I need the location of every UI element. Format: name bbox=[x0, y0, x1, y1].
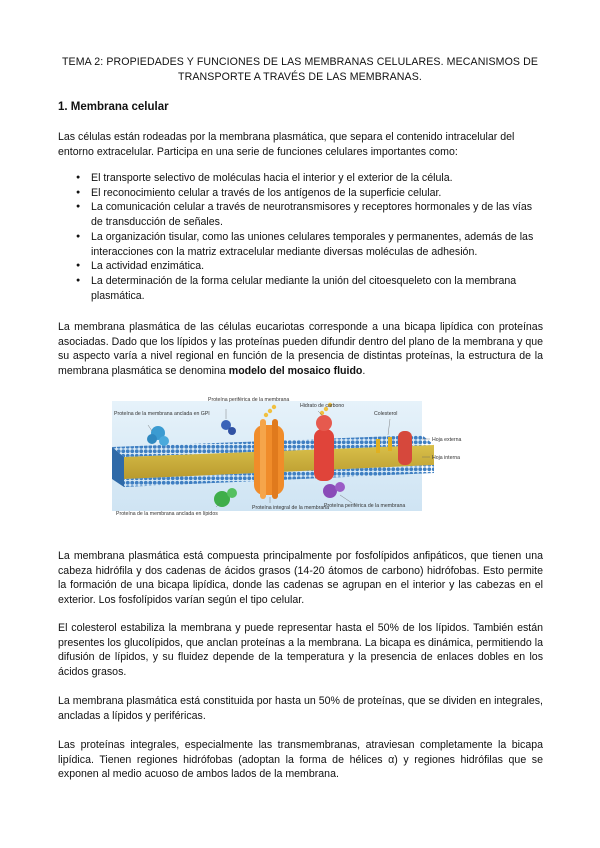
section-heading: 1. Membrana celular bbox=[58, 101, 169, 113]
list-item: ● El reconocimiento celular a través de los antígenos de la superficie celular. bbox=[58, 186, 543, 201]
functions-list bbox=[58, 171, 543, 303]
right-protein bbox=[398, 431, 412, 465]
integral-protein bbox=[254, 419, 284, 499]
fluid-mosaic-term: modelo del mosaico fluido bbox=[228, 365, 363, 378]
fluid-mosaic-paragraph bbox=[58, 320, 543, 379]
label-carbohydrate: Hidrato de carbono bbox=[300, 403, 345, 409]
fluid-mosaic-period: . bbox=[362, 365, 366, 378]
intro-paragraph: Las células están rodeadas por la membrana plasmática, que separa el contenido intracelular del entorno extracelular. Participa en una serie de funciones celulares importantes como: bbox=[58, 131, 515, 158]
integral-proteins-paragraph: Las proteínas integrales, especialmente las transmembranas, atraviesan completamente la bicapa lipídica. Tienen regiones hidrófobas (adoptan la forma de hélices α) y regiones hidrófilas que se exponen al medio acuoso de ambos lados de la membrana. bbox=[58, 739, 543, 781]
label-inner-leaflet: Hoja interna bbox=[432, 455, 460, 461]
label-integral-protein: Proteína integral de la membrana bbox=[252, 505, 329, 511]
label-cholesterol: Colesterol bbox=[374, 411, 398, 417]
list-item: ● La actividad enzimática. bbox=[58, 259, 543, 274]
proteins-paragraph: La membrana plasmática está constituida por hasta un 50% de proteínas, que se dividen en integrales, ancladas a lípidos y periféricas. bbox=[58, 695, 543, 722]
membrane-diagram bbox=[112, 395, 492, 533]
label-gpi-protein: Proteína de la membrana anclada en GPI bbox=[114, 411, 210, 417]
label-peripheral-bottom: Proteína periférica de la membrana bbox=[324, 503, 406, 509]
transmembrane-protein-red bbox=[314, 415, 334, 481]
list-item: ● La comunicación celular a través de neurotransmisores y receptores hormonales y de las vías de transducción de señales. bbox=[58, 200, 543, 229]
list-item: ● El transporte selectivo de moléculas hacia el interior y el exterior de la célula. bbox=[58, 171, 543, 186]
label-lipid-anchored: Proteína de la membrana anclada en lípidos bbox=[116, 511, 218, 517]
list-item: ● La determinación de la forma celular mediante la unión del citoesqueleto con la membrana plasmática. bbox=[58, 274, 543, 303]
cholesterol-paragraph: El colesterol estabiliza la membrana y puede representar hasta el 50% de los lípidos. También están presentes los glucolípidos, que anclan proteínas a la membrana. La bicapa es dinámica, permitiendo la difusión de lípidos, y su fluidez depende de la temperatura y la presencia de enlaces dobles en los ácidos grasos. bbox=[58, 622, 543, 679]
phospholipids-paragraph: La membrana plasmática está compuesta principalmente por fosfolípidos anfipáticos, que tienen una cabeza hidrófila y dos cadenas de ácidos grasos (14-20 átomos de carbono) hidrófobas. Esto permite la formación de una bicapa lipídica, donde las cadenas se agrupan en el interior y las cabezas en el exterior. Los fosfolípidos varían según el tipo celular. bbox=[58, 550, 543, 607]
document-title: TEMA 2: PROPIEDADES Y FUNCIONES DE LAS MEMBRANAS CELULARES. MECANISMOS DE TRANSPORTE A TRAVÉS DE LAS MEMBRANAS. bbox=[61, 56, 539, 83]
label-peripheral-top: Proteína periférica de la membrana bbox=[208, 397, 290, 403]
list-item: ● La organización tisular, como las uniones celulares temporales y permanentes, además de las interacciones con la matriz extracelular mediante diversas moléculas de adhesión. bbox=[58, 230, 543, 259]
fluid-mosaic-text: La membrana plasmática de las células eucariotas corresponde a una bicapa lipídica con proteínas asociadas. Dado que los lípidos y las proteínas pueden difundir dentro del plano de la membrana y que su aspecto varía a nivel regional en función de la presencia de distintas proteínas, la estructura de la membrana plasmática se denomina bbox=[58, 321, 543, 378]
label-outer-leaflet: Hoja externa bbox=[432, 437, 462, 443]
